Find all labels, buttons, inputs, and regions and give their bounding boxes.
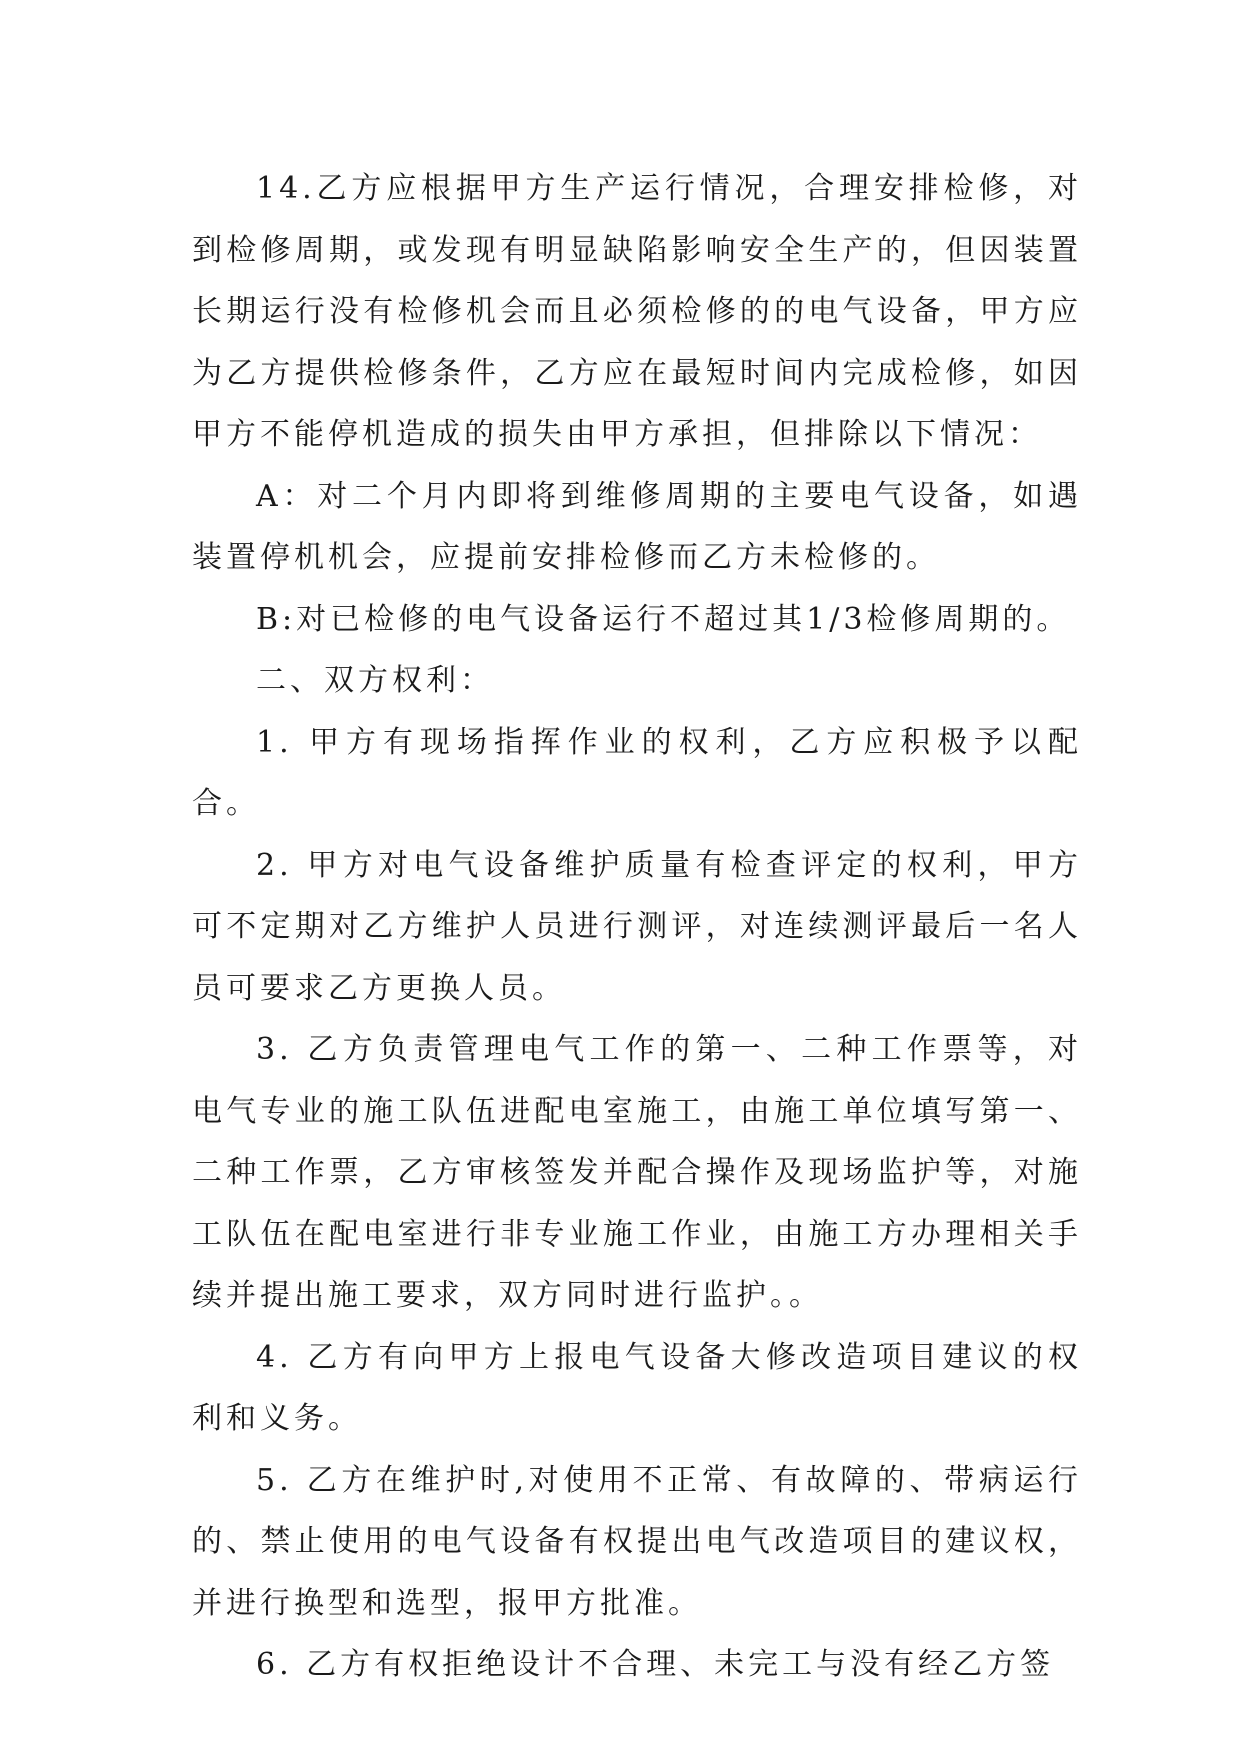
paragraph-right-4: 4. 乙方有向甲方上报电气设备大修改造项目建议的权利和义务。	[192, 1339, 1082, 1436]
paragraph-right-1: 1. 甲方有现场指挥作业的权利，乙方应积极予以配合。	[192, 724, 1082, 821]
paragraph-right-6: 6. 乙方有权拒绝设计不合理、未完工与没有经乙方签	[256, 1647, 1055, 1682]
paragraph-right-5: 5. 乙方在维护时,对使用不正常、有故障的、带病运行的、禁止使用的电气设备有权提出电气改造项目的建议权，并进行换型和选型，报甲方批准。	[192, 1462, 1082, 1621]
paragraph-right-3: 3. 乙方负责管理电气工作的第一、二种工作票等，对电气专业的施工队伍进配电室施工，由施工单位填写第一、二种工作票，乙方审核签发并配合操作及现场监护等，对施工队伍在配电室进行非专业施工作业，由施工方办理相关手续并提出施工要求，双方同时进行监护。。	[192, 1032, 1082, 1313]
paragraph-exception-a: A：对二个月内即将到维修周期的主要电气设备，如遇装置停机机会，应提前安排检修而乙方未检修的。	[192, 478, 1082, 575]
paragraph-clause-14: 14.乙方应根据甲方生产运行情况，合理安排检修，对到检修周期，或发现有明显缺陷影响安全生产的，但因装置长期运行没有检修机会而且必须检修的的电气设备，甲方应为乙方提供检修条件，乙方应在最短时间内完成检修，如因甲方不能停机造成的损失由甲方承担，但排除以下情况：	[192, 171, 1082, 452]
paragraph-right-2: 2. 甲方对电气设备维护质量有检查评定的权利，甲方可不定期对乙方维护人员进行测评，对连续测评最后一名人员可要求乙方更换人员。	[192, 847, 1082, 1006]
section-heading-rights: 二、双方权利：	[256, 663, 494, 698]
document-body	[192, 158, 1082, 1696]
paragraph-exception-b: B:对已检修的电气设备运行不超过其1/3检修周期的。	[256, 601, 1071, 637]
